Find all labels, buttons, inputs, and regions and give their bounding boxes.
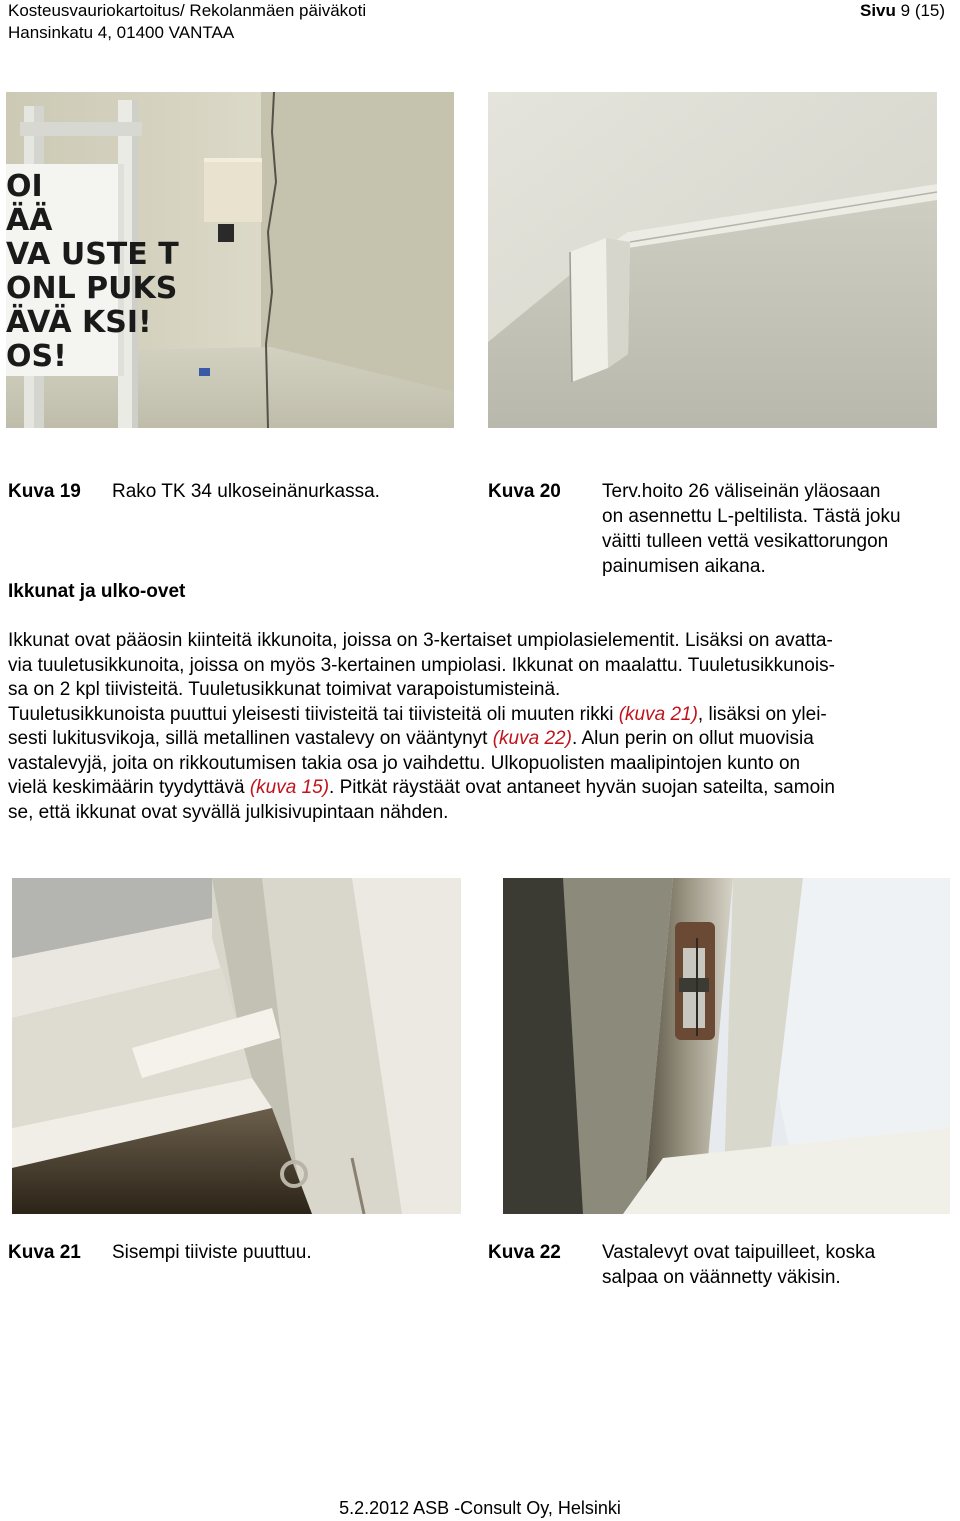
photo-kuva-20 (488, 92, 937, 428)
body-paragraph (8, 629, 956, 825)
sign-line-1: OI (6, 169, 43, 204)
paragraph-text: Ikkunat ovat pääosin kiinteitä ikkunoita, joissa on 3-kertaiset umpiolasielementit. Lisäksi on avatta- (8, 630, 833, 651)
document-address: Hansinkatu 4, 01400 VANTAA (8, 23, 235, 42)
paragraph-text: sesti lukitusvikoja, sillä metallinen vastalevy on vääntynyt (8, 728, 493, 749)
section-heading: Ikkunat ja ulko-ovet (8, 581, 186, 602)
page-number: 9 (15) (900, 1, 946, 20)
paragraph-line (8, 801, 956, 826)
caption-text-kuva-19: Rako TK 34 ulkoseinänurkassa. (112, 481, 380, 502)
paragraph-text: . Alun perin on ollut muovisia (571, 728, 814, 749)
paragraph-text: Tuuletusikkunoista puuttui yleisesti tiivisteitä tai tiivisteitä oli muuten rikki (8, 703, 619, 725)
paragraph-line (8, 776, 956, 801)
paragraph-line (8, 629, 956, 654)
page-footer: 5.2.2012 ASB -Consult Oy, Helsinki (339, 1498, 621, 1518)
page-label: Sivu (860, 1, 896, 20)
paragraph-text: vastalevyjä, joita on rikkoutumisen takia osa jo vaihdettu. Ulkopuolisten maalipintojen kunto on (8, 752, 801, 774)
caption-line: Vastalevyt ovat taipuilleet, koska (602, 1242, 876, 1263)
paragraph-line (8, 727, 956, 752)
photo-kuva-19 (6, 92, 454, 428)
paragraph-text: . Pitkät räystäät ovat antaneet hyvän suojan sateilta, samoin (329, 777, 835, 798)
caption-text-kuva-22 (602, 1240, 875, 1290)
paragraph-text: via tuuletusikkunoita, joissa on myös 3-kertainen umpiolasi. Ikkunat on maalattu. Tuuletusikkunois- (8, 654, 835, 676)
sign-line-6: OS! (6, 339, 67, 374)
caption-line: painumisen aikana. (602, 556, 766, 577)
photo-kuva-21 (12, 878, 461, 1214)
paragraph-text: sa on 2 kpl tiivisteitä. Tuuletusikkunat toimivat varapoistumisteinä. (8, 679, 561, 700)
caption-text-kuva-21: Sisempi tiiviste puuttuu. (112, 1242, 312, 1263)
document-title: Kosteusvauriokartoitus/ Rekolanmäen päiväkoti (8, 1, 367, 20)
paragraph-text: , lisäksi on ylei- (697, 703, 827, 725)
paragraph-text: se, että ikkunat ovat syvällä julkisivupintaan nähden. (8, 801, 449, 823)
paragraph-line (8, 678, 956, 703)
caption-label-kuva-22: Kuva 22 (488, 1242, 561, 1263)
figure-reference: (kuva 15) (249, 777, 330, 798)
photo-kuva-22 (503, 878, 950, 1214)
caption-line: salpaa on väännetty väkisin. (602, 1267, 841, 1288)
figure-reference: (kuva 21) (618, 703, 698, 725)
caption-text-kuva-20 (602, 479, 901, 579)
caption-line: Terv.hoito 26 väliseinän yläosaan (602, 481, 881, 502)
paragraph-line (8, 752, 956, 777)
page-indicator (860, 0, 945, 22)
sign-line-3: VA USTE T (6, 237, 179, 272)
sign-line-5: ÄVÄ KSI! (6, 305, 152, 340)
paragraph-text: vielä keskimäärin tyydyttävä (8, 777, 250, 798)
caption-label-kuva-20: Kuva 20 (488, 481, 561, 502)
paragraph-line (8, 703, 956, 728)
sign-line-4: ONL PUKS (6, 271, 178, 306)
sign-line-2: ÄÄ (6, 203, 53, 238)
figure-reference: (kuva 22) (492, 728, 572, 749)
caption-line: väitti tulleen vettä vesikattorungon (602, 531, 889, 552)
caption-line: on asennettu L-peltilista. Tästä joku (602, 506, 901, 527)
paragraph-line (8, 654, 956, 679)
caption-label-kuva-19: Kuva 19 (8, 481, 81, 502)
caption-label-kuva-21: Kuva 21 (8, 1242, 81, 1263)
